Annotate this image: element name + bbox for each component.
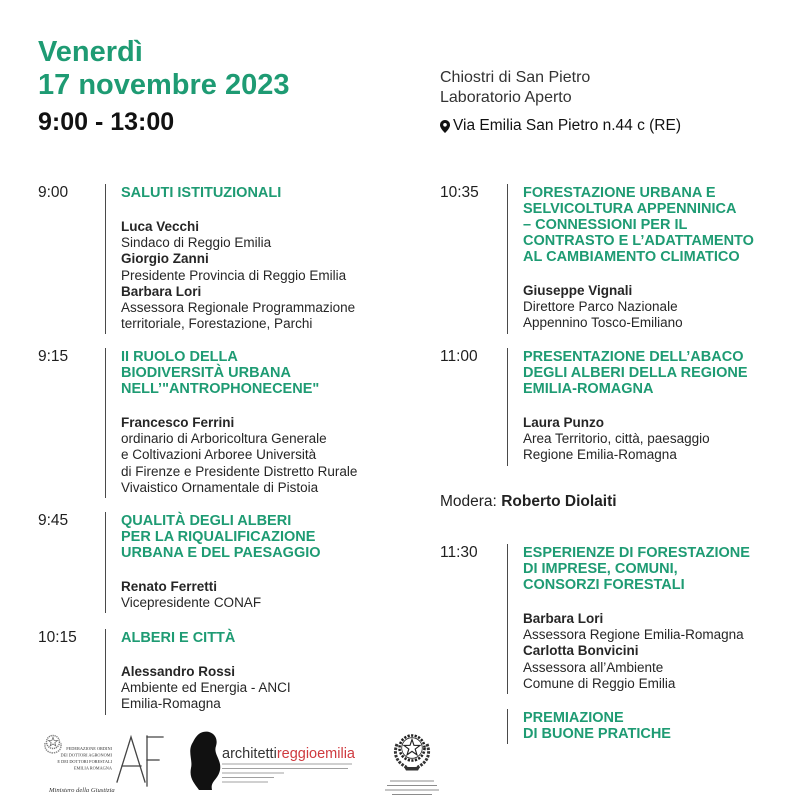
agenda-content xyxy=(105,629,291,715)
venue-address-text: Via Emilia San Pietro n.44 c (RE) xyxy=(453,117,682,134)
agenda-title-line: NELL’"ANTROPHONECENE" xyxy=(121,381,320,397)
federazione-line: EMILIA ROMAGNA xyxy=(73,765,112,771)
federazione-name xyxy=(57,746,113,771)
speaker-list xyxy=(121,579,321,611)
speaker-role: Vicepresidente CONAF xyxy=(121,595,262,611)
speaker-role: e Coltivazioni Arboree Università xyxy=(121,447,317,463)
speaker-name: Carlotta Bonvicini xyxy=(523,643,639,659)
emblem-small-print xyxy=(385,781,439,795)
agenda-content xyxy=(507,544,750,694)
ink-brush-mark-icon xyxy=(190,732,220,790)
speaker-role: di Firenze e Presidente Distretto Rurale xyxy=(121,463,358,479)
speaker-name: Laura Punzo xyxy=(523,415,605,430)
agenda-time: 9:45 xyxy=(38,512,69,529)
agenda-time: 11:00 xyxy=(440,348,478,365)
speaker-list xyxy=(121,219,355,332)
speaker-role: Direttore Parco Nazionale xyxy=(523,299,678,315)
agenda-time: 10:35 xyxy=(440,184,479,201)
agenda-title-line: – CONNESSIONI PER IL xyxy=(523,217,688,233)
speaker-list xyxy=(523,415,748,464)
italian-republic-emblem-icon xyxy=(45,736,61,754)
speaker-name: Giorgio Zanni xyxy=(121,251,209,267)
speaker-name: Barbara Lori xyxy=(523,611,604,626)
speaker-name: Luca Vecchi xyxy=(121,219,200,234)
speaker-list xyxy=(523,283,754,332)
agenda-content xyxy=(105,512,321,613)
moderator-label: Modera: xyxy=(440,493,497,510)
speaker-role: Assessora Regionale Programmazione xyxy=(121,300,356,316)
ministry-label: Ministero della Giustizia xyxy=(49,787,115,794)
agenda-title-line: DI BUONE PRATICHE xyxy=(523,726,671,742)
agenda-title-line: QUALITÀ DEGLI ALBERI xyxy=(121,513,292,529)
speaker-role: Ambiente ed Energia - ANCI xyxy=(121,680,291,696)
venue-subtitle: Laboratorio Aperto xyxy=(440,89,572,106)
speaker-role: Area Territorio, città, paesaggio xyxy=(523,431,710,447)
agenda-title-line: PRESENTAZIONE DELL’ABACO xyxy=(523,349,744,365)
agenda-title-line: PER LA RIQUALIFICAZIONE xyxy=(121,529,316,545)
agenda-title-line: EMILIA-ROMAGNA xyxy=(523,381,654,397)
agenda-title xyxy=(121,349,357,397)
speaker-list xyxy=(523,611,750,692)
location-pin-icon xyxy=(440,120,450,133)
agenda-content xyxy=(105,184,355,334)
agenda-title xyxy=(523,185,754,265)
architetti-logo-text xyxy=(222,746,356,762)
event-day: Venerdì xyxy=(38,36,143,68)
speaker-role: Appennino Tosco-Emiliano xyxy=(523,315,683,331)
agenda-title-line: ESPERIENZE DI FORESTAZIONE xyxy=(523,545,750,561)
speaker-name: Giuseppe Vignali xyxy=(523,283,633,298)
speaker-role: Regione Emilia-Romagna xyxy=(523,447,677,463)
agenda-title-line: SALUTI ISTITUZIONALI xyxy=(121,185,282,201)
agenda-title-line: ALBERI E CITTÀ xyxy=(121,630,236,646)
speaker-role: Presidente Provincia di Reggio Emilia xyxy=(121,267,347,283)
federazione-line: FEDERAZIONE ORDINI xyxy=(66,746,112,751)
agenda-content xyxy=(507,709,671,744)
speaker-role: Assessora Regione Emilia-Romagna xyxy=(523,627,744,643)
speaker-role: Assessora all’Ambiente xyxy=(523,659,664,675)
agenda-title-line: SELVICOLTURA APPENNINICA xyxy=(523,201,737,217)
partner-logos xyxy=(0,720,480,799)
agenda-title-line: CONTRASTO E L’ADATTAMENTO xyxy=(523,233,754,249)
moderator-line xyxy=(440,494,617,510)
speaker-name: Alessandro Rossi xyxy=(121,664,236,679)
agenda-title xyxy=(523,710,671,742)
event-hours: 9:00 - 13:00 xyxy=(38,108,175,136)
speaker-name: Renato Ferretti xyxy=(121,579,218,594)
speaker-name: Barbara Lori xyxy=(121,283,202,299)
speaker-role: Emilia-Romagna xyxy=(121,696,221,712)
speaker-role: Vivaistico Ornamentale di Pistoia xyxy=(121,479,319,495)
agenda-title-line: DEGLI ALBERI DELLA REGIONE xyxy=(523,365,748,381)
agenda-title-line: CONSORZI FORESTALI xyxy=(523,577,685,593)
agenda-content xyxy=(507,348,748,466)
agenda-title-line: FORESTAZIONE URBANA E xyxy=(523,185,716,201)
italian-republic-emblem-icon xyxy=(395,736,428,771)
agenda-title xyxy=(523,545,750,593)
agenda-title-line: URBANA E DEL PAESAGGIO xyxy=(121,545,321,561)
agenda-time: 9:00 xyxy=(38,184,69,201)
event-date: 17 novembre 2023 xyxy=(38,69,290,101)
architetti-logo-part2: reggioemilia xyxy=(276,746,355,762)
agenda-content xyxy=(105,348,357,498)
speaker-role: ordinario di Arboricoltura Generale xyxy=(121,431,327,447)
agenda-title-line: PREMIAZIONE xyxy=(523,710,624,726)
agenda-title xyxy=(121,513,321,561)
federazione-line: E DEI DOTTORI FORESTALI xyxy=(57,759,112,764)
agenda-time: 9:15 xyxy=(38,348,69,365)
speaker-list xyxy=(121,664,291,713)
federazione-line: DEI DOTTORI AGRONOMI xyxy=(60,752,112,758)
venue-name: Chiostri di San Pietro xyxy=(440,69,591,86)
agenda-time: 10:15 xyxy=(38,629,77,646)
agenda-title-line: AL CAMBIAMENTO CLIMATICO xyxy=(523,249,740,265)
speaker-name: Francesco Ferrini xyxy=(121,415,235,430)
moderator-name: Roberto Diolaiti xyxy=(501,493,617,510)
venue-address xyxy=(440,117,681,135)
af-monogram-logo xyxy=(117,736,163,786)
architetti-logo-part1: architetti xyxy=(222,746,277,762)
speaker-role: Sindaco di Reggio Emilia xyxy=(121,235,272,251)
agenda-title-line: BIODIVERSITÀ URBANA xyxy=(121,365,291,381)
speaker-list xyxy=(121,415,357,496)
speaker-role: Comune di Reggio Emilia xyxy=(523,675,676,691)
architetti-small-print xyxy=(222,764,352,782)
agenda-title xyxy=(523,349,748,397)
agenda-content xyxy=(507,184,754,334)
speaker-role: territoriale, Forestazione, Parchi xyxy=(121,316,313,332)
agenda-title-line: DI IMPRESE, COMUNI, xyxy=(523,561,678,577)
agenda-time: 11:30 xyxy=(440,544,478,561)
agenda-title-line: II RUOLO DELLA xyxy=(121,349,238,365)
agenda-title xyxy=(121,185,355,201)
agenda-title xyxy=(121,630,291,646)
